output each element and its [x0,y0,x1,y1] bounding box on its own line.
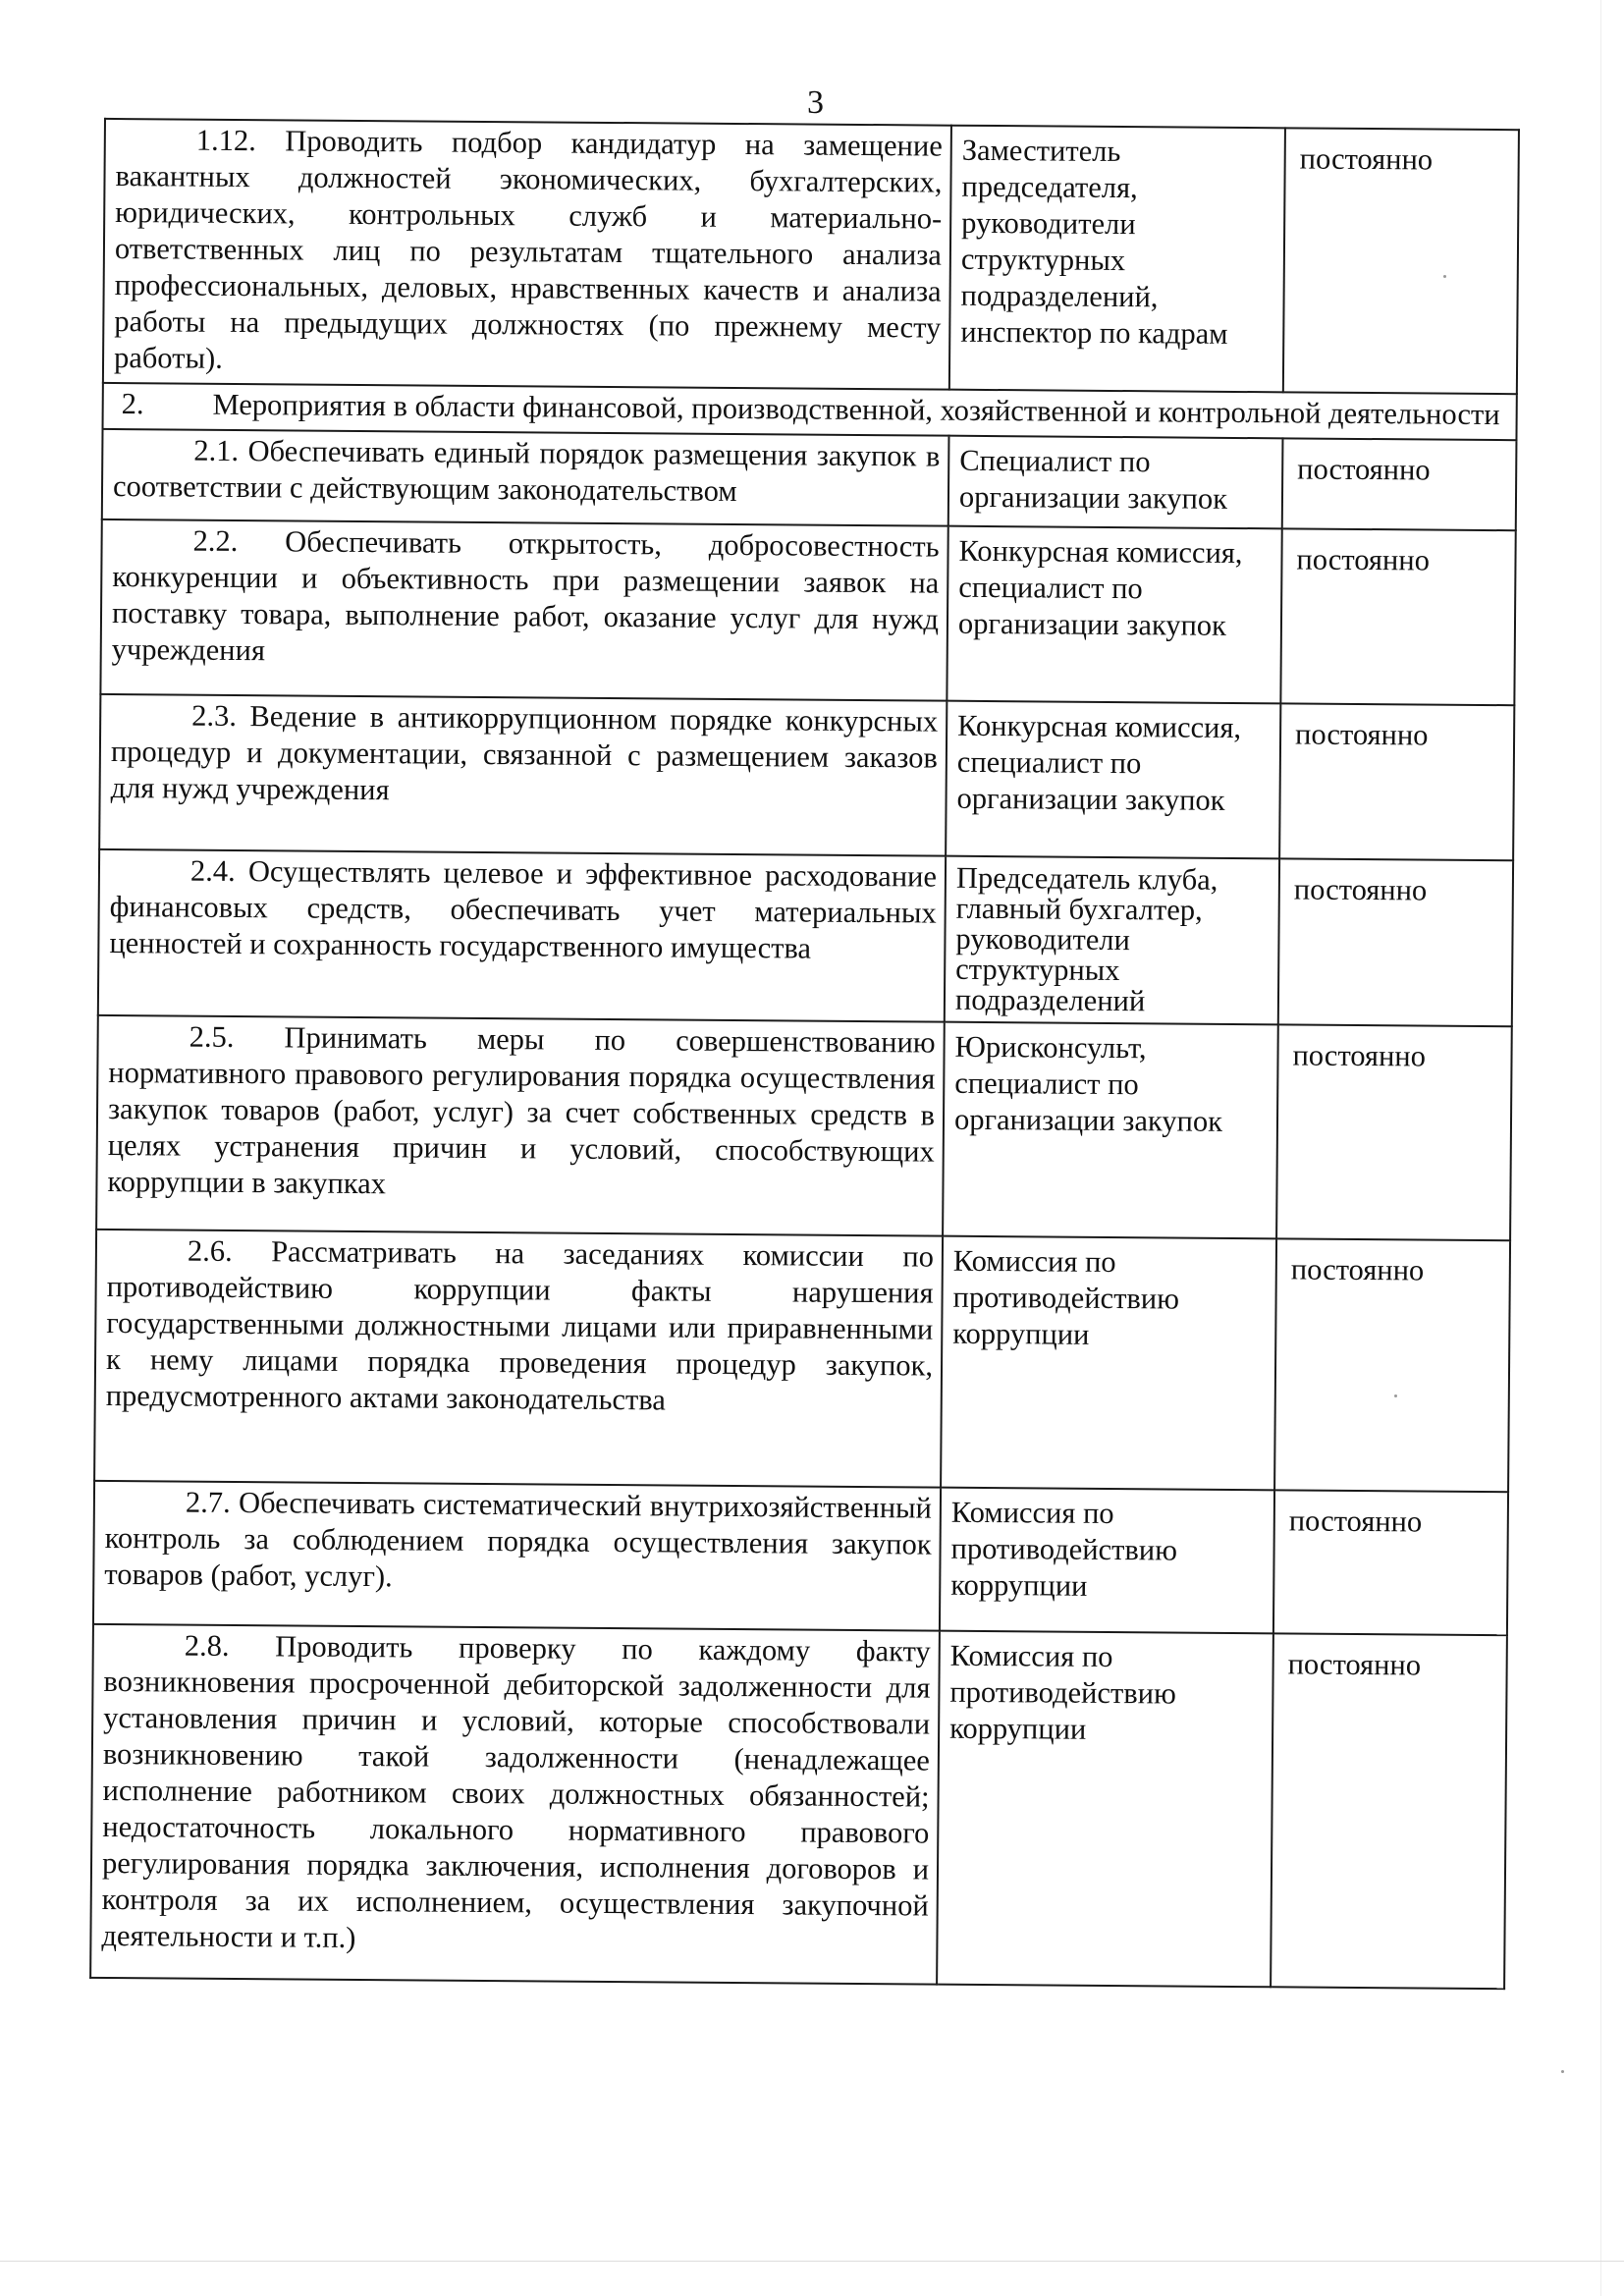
item-number: 2.7. [185,1485,231,1519]
item-number: 2.3. [191,698,238,733]
term-cell: постоянно [1278,858,1513,1026]
table-row [94,1230,1510,1492]
table-row [93,1481,1508,1635]
term-cell: постоянно [1282,438,1517,530]
item-number: 2.2. [192,523,239,558]
page-number: 3 [807,84,824,121]
measure-cell [100,519,947,701]
measure-cell [94,1230,943,1488]
term-cell: постоянно [1276,1024,1512,1240]
term-cell: постоянно [1273,1490,1508,1635]
table-row [100,519,1515,705]
measure-cell [103,119,951,390]
term-cell: постоянно [1283,128,1519,394]
document-sheet [89,118,1534,1990]
responsible-cell: Заместитель председателя, руководители структурных подразделений, инспектор по кадрам [949,126,1285,393]
measure-text: Ведение в антикоррупционном порядке конкурсных процедур и документации, связанной с размещением заказов для нужд учреждения [110,699,939,807]
table-row [99,694,1514,860]
table-row [98,849,1513,1026]
responsible-cell: Комиссия по противодействию коррупции [941,1236,1276,1491]
scan-edge [1600,0,1601,2296]
measure-cell [102,429,949,526]
item-number: 2.4. [189,853,236,888]
responsible-cell: Комиссия по противодействию коррупции [940,1488,1274,1634]
measure-text: Проводить проверку по каждому факту возникновения просроченной дебиторской задолженности для установления причин и условий, которые способствовали возникновению такой задолженности (ненадлежащее исполнение работником своих должностных обязанностей; недостаточность локального нормативного правового регулирования порядка заключения, исполнения договоров и контроля за их исполнением, осуществления закупочной деятельности и т.п.) [101,1629,931,1954]
measure-text: Проводить подбор кандидатур на замещение вакантных должностей экономических, бухгалтерских, юридических, контрольных служб и материально-ответственных лиц по результатам тщательного анализа профессиональных, деловых, нравственных качеств и анализа работы на предыдущих должностях (по прежнему месту работы). [113,124,943,375]
responsible-cell: Юрисконсульт, специалист по организации закупок [943,1022,1278,1239]
table-row [96,1015,1512,1240]
term-cell: постоянно [1271,1633,1507,1989]
measure-text: Осуществлять целевое и эффективное расходование финансовых средств, обеспечивать учет материальных ценностей и сохранность государственного имущества [109,854,938,965]
measure-cell [96,1015,945,1236]
item-number: 2.1. [193,433,240,467]
responsible-cell: Конкурсная комиссия, специалист по организации закупок [946,701,1280,859]
responsible-cell: Специалист по организации закупок [948,436,1283,529]
table-row [102,429,1517,530]
term-cell: постоянно [1279,703,1514,860]
measure-text: Обеспечивать систематический внутрихозяйственный контроль за соблюдением порядка осуществления закупок товаров (работ, услуг). [104,1486,933,1594]
item-number: 2.5. [189,1019,235,1054]
scan-speck [1443,275,1446,278]
item-number: 2.8. [184,1628,230,1663]
measure-cell [98,849,946,1022]
responsible-cell: Председатель клуба, главный бухгалтер, руководители структурных подразделений [945,856,1279,1025]
table-row [90,1624,1507,1989]
scan-speck [1561,2070,1564,2073]
section-number: 2. [121,387,144,421]
item-number: 2.6. [187,1233,233,1268]
measure-text: Обеспечивать единый порядок размещения закупок в соответствии с действующим законодательством [112,434,941,508]
scan-edge [0,2261,1624,2262]
measure-cell [90,1624,940,1985]
table-row [103,119,1519,394]
item-number: 1.12. [195,123,256,158]
responsible-cell: Конкурсная комиссия, специалист по организации закупок [947,526,1281,704]
term-cell: постоянно [1274,1238,1510,1492]
scan-speck [1394,1394,1397,1397]
measure-text: Рассматривать на заседаниях комиссии по противодействию коррупции факты нарушения государственными должностными лицами или приравненными к нему лицами порядка проведения процедур закупок, предусмотренного актами законодательства [105,1234,935,1417]
anticorruption-plan-table [89,118,1520,1990]
measure-cell [93,1481,941,1631]
responsible-cell: Комиссия по противодействию коррупции [937,1631,1273,1988]
section-title: Мероприятия в области финансовой, производственной, хозяйственной и контрольной деятельности [212,387,1500,432]
measure-text: Обеспечивать открытость, добросовестность конкуренции и объективность при размещении заявок на поставку товара, выполнение работ, оказание услуг для нужд учреждения [111,524,940,668]
measure-cell [99,694,947,856]
term-cell: постоянно [1280,528,1515,705]
measure-text: Принимать меры по совершенствованию нормативного правового регулирования порядка осуществления закупок товаров (работ, услуг) за счет собственных средств в целях устранения причин и условий, способствующих коррупции в закупках [107,1020,936,1201]
